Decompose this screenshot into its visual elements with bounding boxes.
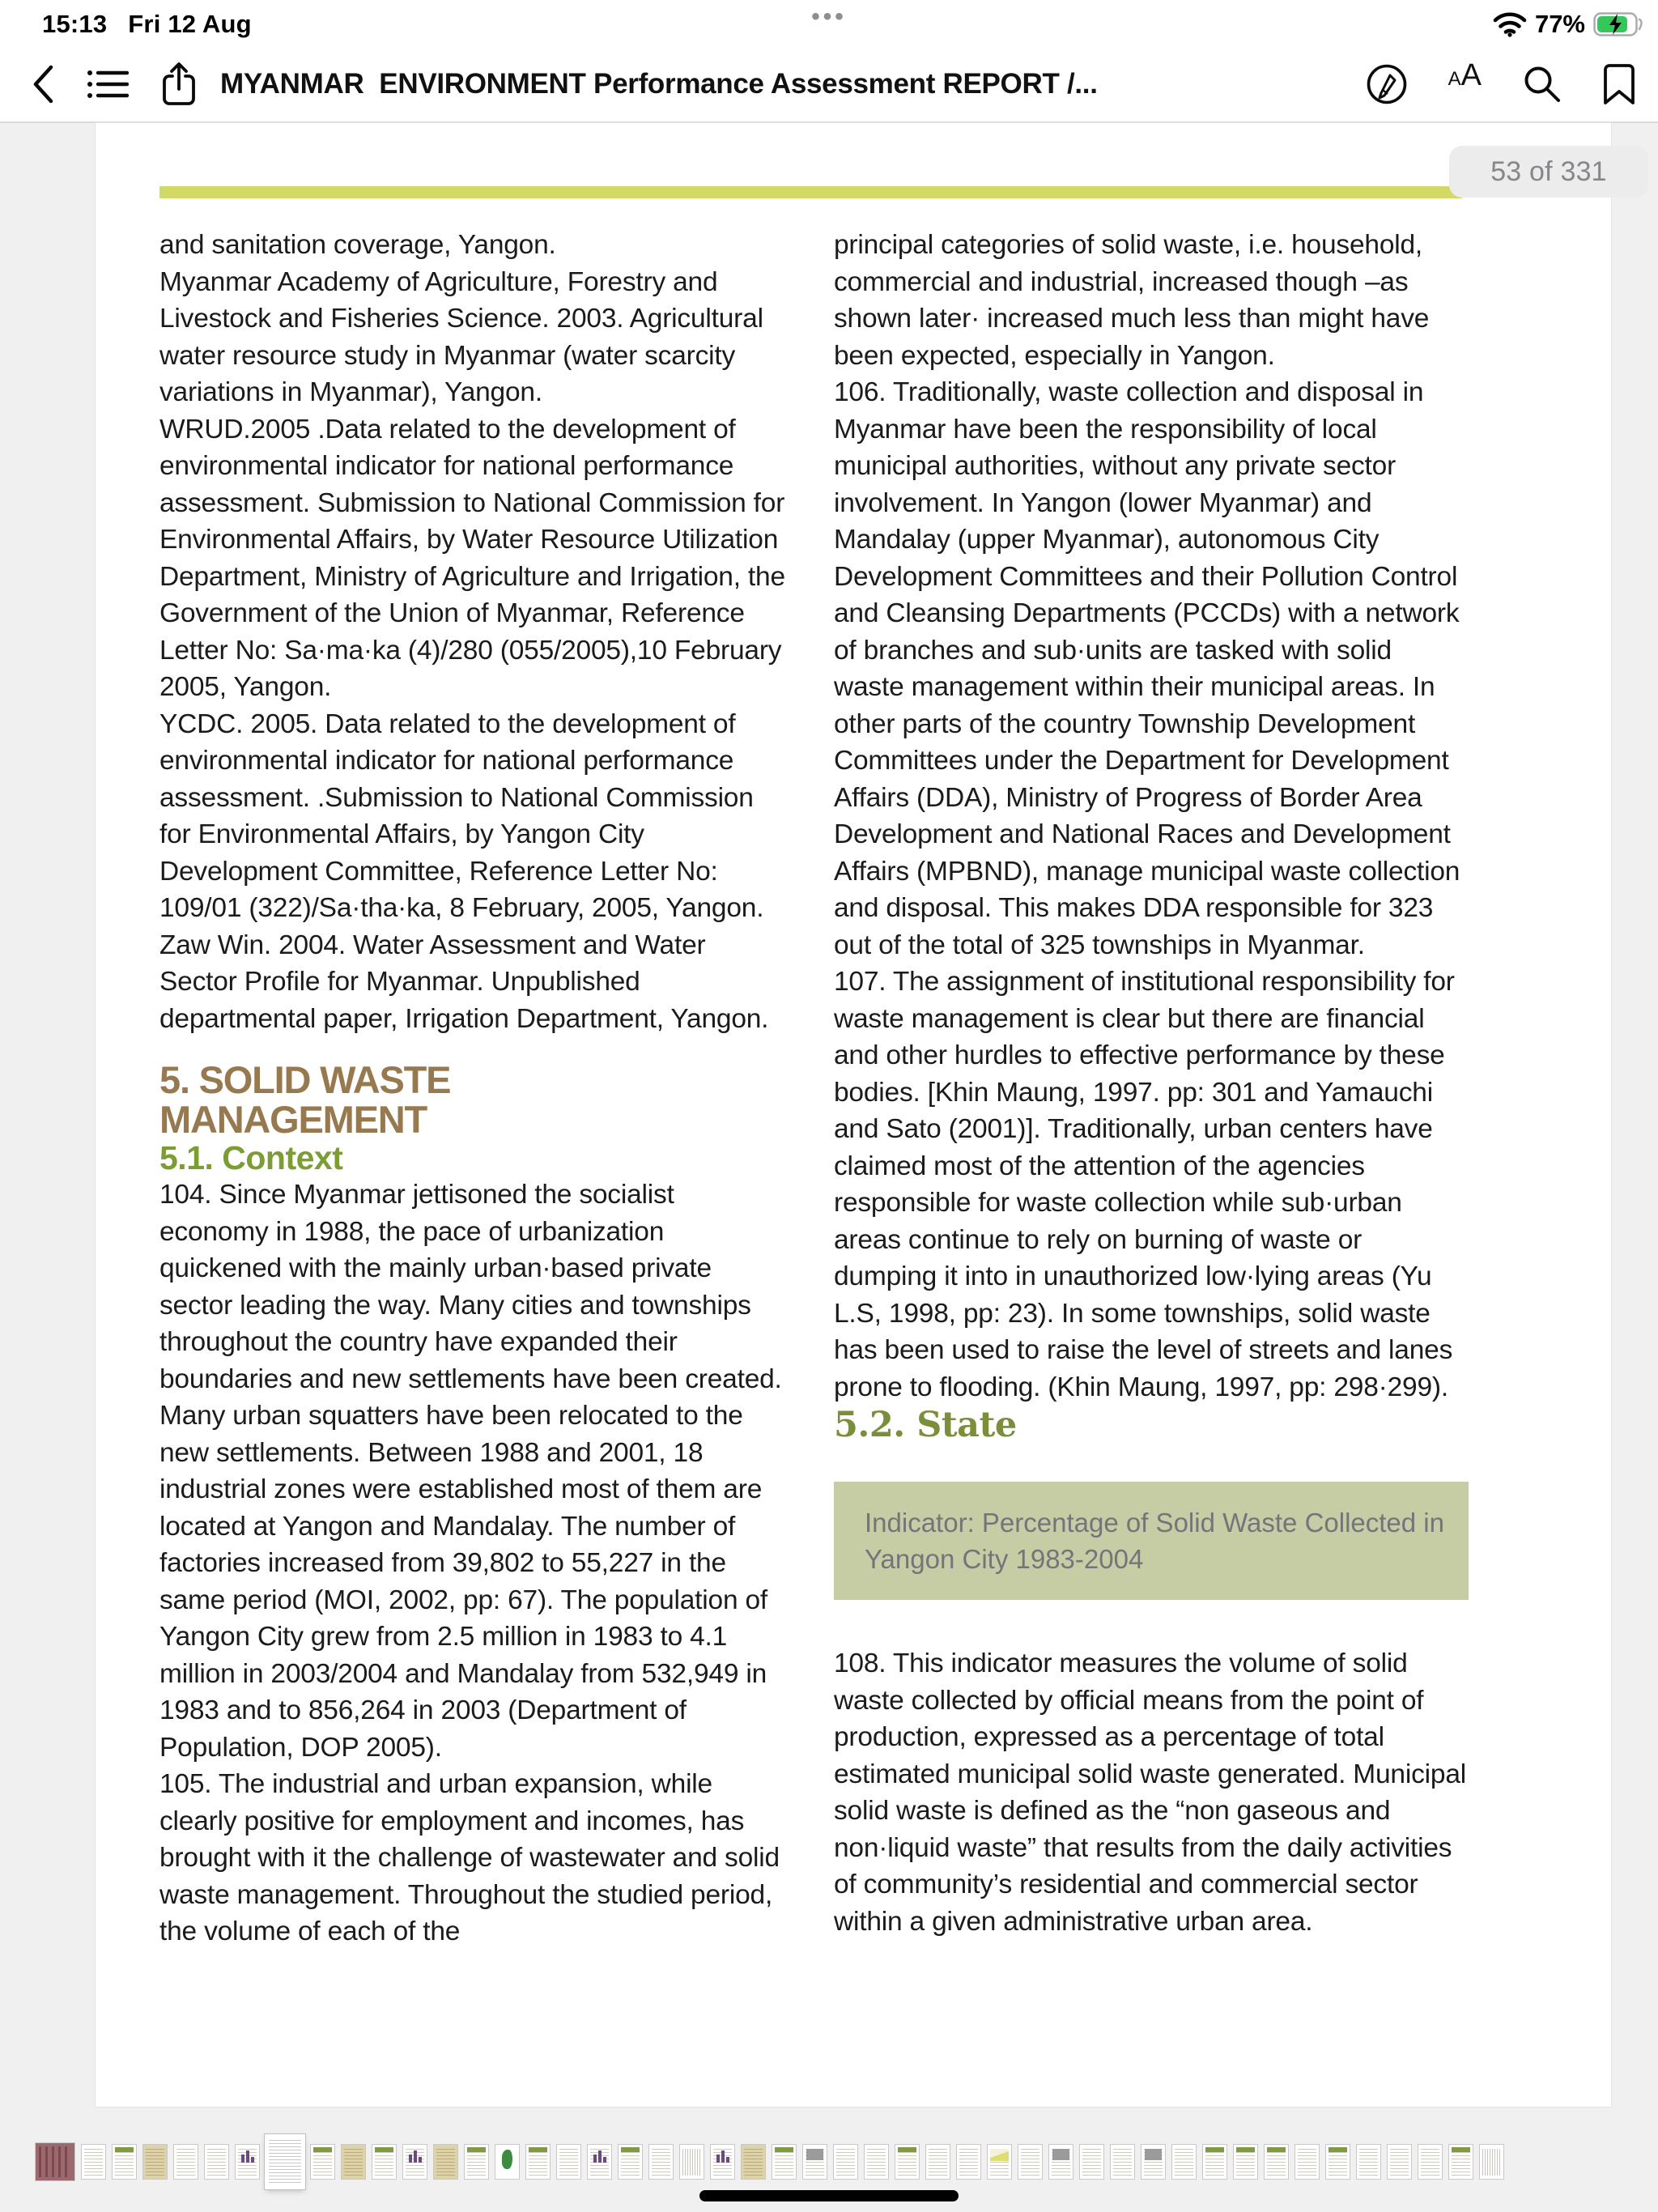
right-paragraphs-bottom — [834, 1645, 1469, 1940]
bookmark-button[interactable] — [1603, 58, 1635, 110]
multitask-dots-icon[interactable]: ••• — [811, 3, 847, 30]
page-thumbnail[interactable] — [526, 2145, 550, 2179]
page-thumbnail[interactable] — [1388, 2145, 1411, 2179]
page-thumbnail[interactable] — [113, 2145, 136, 2179]
page-accent-bar — [159, 186, 1462, 198]
page-thumbnail[interactable] — [772, 2145, 796, 2179]
page-thumbnail[interactable] — [82, 2145, 105, 2179]
page-thumbnail[interactable] — [711, 2145, 734, 2179]
page-thumbnail[interactable] — [988, 2145, 1011, 2179]
page-thumbnail[interactable] — [742, 2145, 765, 2179]
page-thumbnail[interactable] — [1111, 2145, 1134, 2179]
reference-entry: YCDC. 2005. Data related to the development of environmental indicator for national performance assessment. .Submission to National Commission for Environmental Affairs, by Yangon City Development Committee, Reference Letter No: 109/01 (322)/Sa·tha·ka, 8 February, 2005, Yangon. — [159, 708, 764, 923]
page-thumbnail[interactable] — [926, 2145, 950, 2179]
page-thumbnail[interactable] — [434, 2145, 457, 2179]
back-button[interactable] — [24, 58, 62, 110]
annotation-pen-icon — [1366, 63, 1408, 105]
body-paragraph: principal categories of solid waste, i.e. household, commercial and industrial, increased though –as shown later· increased much less than might have been expected, especially in Yangon. — [834, 230, 1430, 371]
page-thumbnail[interactable] — [342, 2145, 365, 2179]
page-thumbnail[interactable] — [865, 2145, 888, 2179]
page-indicator: 53 of 331 — [1449, 146, 1648, 198]
page-thumbnail[interactable] — [1203, 2145, 1226, 2179]
page-thumbnail[interactable] — [1357, 2145, 1380, 2179]
page-thumbnail[interactable] — [557, 2145, 580, 2179]
reader-content — [0, 123, 1658, 2212]
page-thumbnail[interactable] — [266, 2136, 304, 2188]
page-thumbnail[interactable] — [803, 2145, 827, 2179]
page-thumbnail[interactable] — [1141, 2145, 1165, 2179]
table-of-contents-icon — [87, 66, 129, 102]
page-thumbnail[interactable] — [834, 2145, 857, 2179]
page-thumbnail[interactable] — [649, 2145, 673, 2179]
page-thumbnail[interactable] — [465, 2145, 488, 2179]
thumbnail-strip[interactable] — [36, 2128, 1650, 2196]
page-thumbnail[interactable] — [372, 2145, 396, 2179]
bookmark-icon — [1603, 63, 1635, 105]
page-thumbnail[interactable] — [236, 2145, 259, 2179]
document-page[interactable] — [96, 123, 1611, 2107]
home-indicator[interactable] — [699, 2190, 959, 2201]
section-heading-line1: 5. SOLID WASTE — [159, 1058, 451, 1101]
page-thumbnail[interactable] — [1480, 2145, 1503, 2179]
page-thumbnail[interactable] — [619, 2145, 642, 2179]
left-paragraphs — [159, 1176, 787, 1950]
document-title: MYANMAR ENVIRONMENT Performance Assessment REPORT /... — [220, 68, 1098, 100]
right-column — [834, 227, 1469, 2081]
reference-entry: Zaw Win. 2004. Water Assessment and Water Sector Profile for Myanmar. Unpublished departmental paper, Irrigation Department, Yangon. — [159, 929, 769, 1034]
reader-toolbar — [0, 49, 1658, 123]
text-size-large-label: A — [1460, 58, 1482, 92]
body-paragraph: 106. Traditionally, waste collection and disposal in Myanmar have been the responsibility of local municipal authorities, without any private sector involvement. In Yangon (lower Myanmar) and Mandalay (upper Myanmar), autonomous City Development Committees and their Pollution Control and Cleansing Departments (PCCDs) with a network of branches and sub·units are tasked with solid waste management within their municipal areas. In other parts of the country Township Development Committees under the Department for Development Affairs (DDA), Ministry of Progress of Border Area Development and National Races and Development Affairs (MPBND), manage municipal waste collection and disposal. This makes DDA responsible for 323 out of the total of 325 townships in Myanmar. — [834, 377, 1460, 960]
wifi-icon — [1493, 11, 1527, 37]
page-thumbnail[interactable] — [143, 2145, 167, 2179]
page-thumbnail[interactable] — [1326, 2145, 1350, 2179]
right-paragraphs-top — [834, 227, 1469, 1406]
body-paragraph: 107. The assignment of institutional responsibility for waste management is clear but there are financial and other hurdles to effective performance by these bodies. [Khin Maung, 1997. pp: 301 and Yamauchi and Sato (2001)]. Traditionally, urban centers have claimed most of the attention of the agencies responsible for waste collection while sub·urban areas continue to rely on burning of waste or dumping it into in unauthorized low·lying areas (Yu L.S, 1998, pp: 23). In some townships, solid waste has been used to raise the level of streets and lanes prone to flooding. (Khin Maung, 1997, pp: 298·299). — [834, 967, 1455, 1402]
annotate-button[interactable] — [1366, 58, 1408, 110]
page-thumbnail[interactable] — [1172, 2145, 1196, 2179]
body-paragraph: 105. The industrial and urban expansion, while clearly positive for employment and incomes, has brought with it the challenge of wastewater and solid waste management. Throughout the studied period, the volume of each of the — [159, 1769, 780, 1946]
page-thumbnail[interactable] — [957, 2145, 980, 2179]
page-thumbnail[interactable] — [1018, 2145, 1042, 2179]
chevron-left-icon — [32, 65, 54, 104]
page-thumbnail[interactable] — [588, 2145, 611, 2179]
contents-button[interactable] — [84, 58, 131, 110]
page-thumbnail[interactable] — [36, 2143, 74, 2180]
search-button[interactable] — [1522, 58, 1562, 110]
page-thumbnail[interactable] — [205, 2145, 228, 2179]
text-size-button[interactable] — [1448, 58, 1482, 110]
page-thumbnail[interactable] — [1418, 2145, 1442, 2179]
search-icon — [1522, 64, 1562, 104]
status-date: Fri 12 Aug — [128, 10, 252, 38]
page-thumbnail[interactable] — [495, 2145, 519, 2179]
battery-charging-icon — [1593, 12, 1643, 36]
section-heading-line2: MANAGEMENT — [159, 1098, 427, 1141]
page-thumbnail[interactable] — [895, 2145, 919, 2179]
indicator-box: Indicator: Percentage of Solid Waste Collected in Yangon City 1983-2004 — [834, 1482, 1469, 1600]
reference-entry: Myanmar Academy of Agriculture, Forestry and Livestock and Fisheries Science. 2003. Agricultural water resource study in Myanmar (water scarcity variations in Myanmar), Yangon. — [159, 266, 763, 407]
page-thumbnail[interactable] — [680, 2145, 704, 2179]
left-column — [159, 227, 787, 2081]
page-thumbnail[interactable] — [1295, 2145, 1319, 2179]
page-thumbnail[interactable] — [1080, 2145, 1103, 2179]
battery-percent: 77% — [1534, 10, 1585, 38]
page-thumbnail[interactable] — [311, 2145, 334, 2179]
page-thumbnail[interactable] — [1234, 2145, 1257, 2179]
text-size-small-label: A — [1448, 68, 1461, 90]
reference-entry: WRUD.2005 .Data related to the development of environmental indicator for national performance assessment. Submission to National Commission for Environmental Affairs, by Water Resource Utilization Department, Ministry of Agriculture and Irrigation, the Government of the Union of Myanmar, Reference Letter No: Sa·ma·ka (4)/280 (055/2005),10 February 2005, Yangon. — [159, 414, 785, 702]
body-paragraph: 104. Since Myanmar jettisoned the socialist economy in 1988, the pace of urbanization quickened with the mainly urban·based private sector leading the way. Many cities and townships throughout the country have expanded their boundaries and new settlements have been created. Many urban squatters have been relocated to the new settlements. Between 1988 and 2001, 18 industrial zones were established most of them are located at Yangon and Mandalay. The number of factories increased from 39,802 to 55,227 in the same period (MOI, 2002, pp: 67). The population of Yangon City grew from 2.5 million in 1983 to 4.1 million in 2003/2004 and Mandalay from 532,949 in 1983 and to 856,264 in 2003 (Department of Population, DOP 2005). — [159, 1180, 782, 1763]
subsection-heading-context: 5.1. Context — [159, 1139, 343, 1176]
subsection-heading-state: 5.2. State — [834, 1405, 1017, 1445]
page-thumbnail[interactable] — [1265, 2145, 1288, 2179]
page-thumbnail[interactable] — [1049, 2145, 1073, 2179]
status-time: 15:13 — [42, 10, 108, 38]
status-bar — [0, 0, 1658, 49]
page-thumbnail[interactable] — [174, 2145, 198, 2179]
share-button[interactable] — [155, 58, 202, 110]
body-paragraph: 108. This indicator measures the volume of solid waste collected by official means from the point of production, expressed as a percentage of total estimated municipal solid waste generated. Municipal solid waste is defined as the “non gaseous and non·liquid waste” that results from the daily activities of community’s residential and commercial sector within a given administrative urban area. — [834, 1648, 1466, 1937]
references-list — [159, 227, 787, 1037]
page-thumbnail[interactable] — [403, 2145, 427, 2179]
share-icon — [161, 62, 197, 107]
reference-entry: and sanitation coverage, Yangon. — [159, 230, 556, 260]
page-thumbnail[interactable] — [1449, 2145, 1473, 2179]
